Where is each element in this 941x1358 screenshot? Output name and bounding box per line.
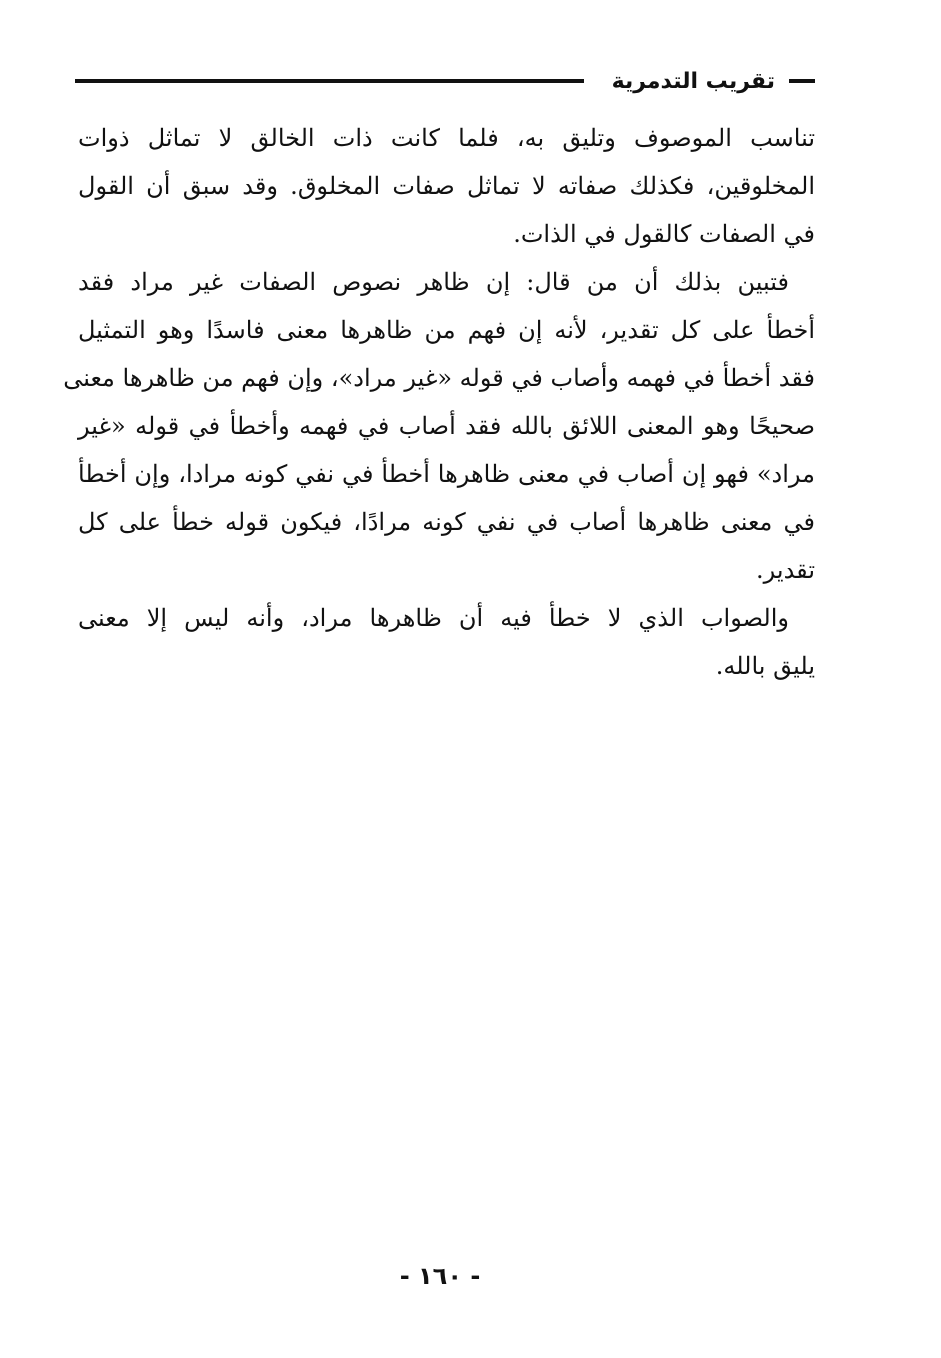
running-header [75, 64, 815, 98]
text-line: تقدير. [756, 556, 815, 584]
running-header-title: تقريب التدمرية [611, 68, 775, 94]
text-line: صحيحًا وهو المعنى اللائق بالله فقد أصاب في فهمه وأخطأ في قوله «غير [78, 412, 815, 440]
page-number: - ١٦٠ - [399, 1262, 481, 1290]
text-line: أخطأ على كل تقدير، لأنه إن فهم من ظاهرها معنى فاسدًا وهو التمثيل [78, 316, 815, 344]
text-line: تناسب الموصوف وتليق به، فلما كانت ذات الخالق لا تماثل ذوات [78, 124, 815, 152]
text-line: مراد» فهو إن أصاب في معنى ظاهرها أخطأ في نفي كونه مرادا، وإن أخطأ [78, 460, 815, 488]
header-rule-short [789, 79, 815, 83]
text-line: يليق بالله. [715, 652, 815, 680]
paragraph-1 [78, 114, 815, 258]
text-line: في الصفات كالقول في الذات. [513, 220, 815, 248]
text-line: والصواب الذي لا خطأ فيه أن ظاهرها مراد، وأنه ليس إلا معنى [78, 604, 789, 632]
body-text [63, 114, 815, 690]
text-line: فقد أخطأ في فهمه وأصاب في قوله «غير مراد»، وإن فهم من ظاهرها معنى [63, 364, 815, 392]
text-line: المخلوقين، فكذلك صفاته لا تماثل صفات المخلوق. وقد سبق أن القول [78, 172, 815, 200]
paragraph-3 [78, 594, 815, 690]
text-line: في معنى ظاهرها أصاب في نفي كونه مرادًا، فيكون قوله خطأ على كل [78, 508, 815, 536]
text-line: فتبين بذلك أن من قال: إن ظاهر نصوص الصفات غير مراد فقد [78, 268, 789, 296]
header-rule-long [75, 79, 584, 83]
paragraph-2 [63, 258, 815, 594]
